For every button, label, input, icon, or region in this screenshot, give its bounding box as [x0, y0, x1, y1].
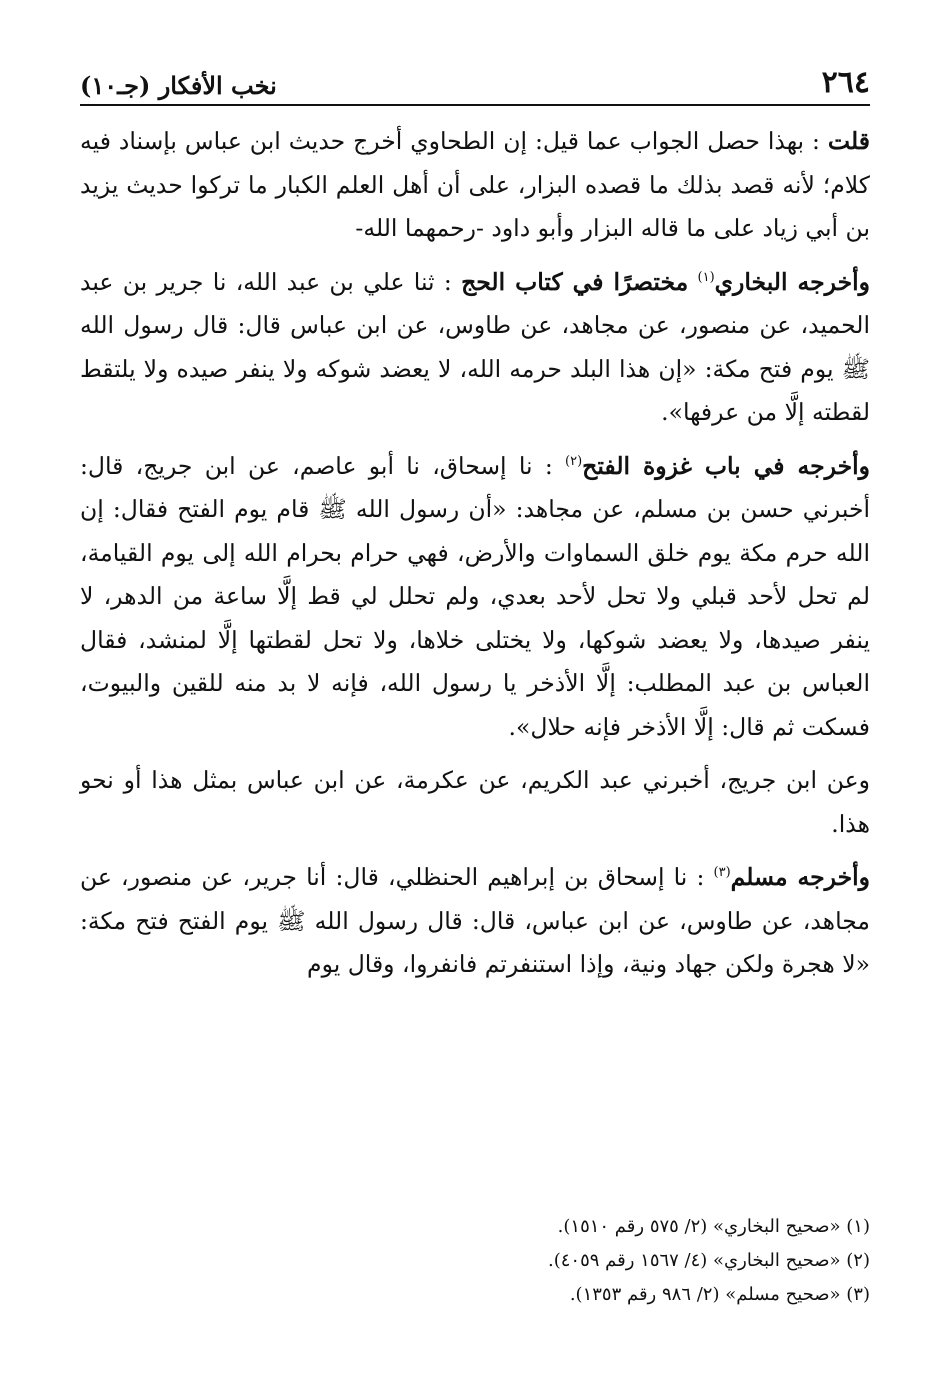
footnotes	[80, 1210, 870, 1312]
footnote-1: (١) «صحيح البخاري» (٢/ ٥٧٥ رقم ١٥١٠).	[557, 1216, 870, 1237]
paragraph-4	[80, 759, 870, 846]
page-header	[80, 56, 870, 106]
paragraph-text: وعن ابن جريج، أخبرني عبد الكريم، عن عكرمة، عن ابن عباس بمثل هذا أو نحو هذا.	[80, 766, 870, 838]
paragraph-lead: وأخرجه في باب غزوة الفتح	[582, 451, 870, 480]
paragraph-1	[80, 120, 870, 251]
footnote-ref[interactable]: (٣)	[713, 865, 731, 881]
paragraph-lead-2: مختصرًا في كتاب الحج	[461, 267, 689, 296]
paragraph-3	[80, 445, 870, 750]
paragraph-text: : نا إسحاق بن إبراهيم الحنظلي، قال: أنا جرير، عن منصور، عن مجاهد، عن طاوس، عن ابن عباس، قال: قال رسول الله ﷺ يوم الفتح فتح مكة: «لا هجرة ولكن جهاد ونية، وإذا استنفرتم فانفروا، وقال يوم	[80, 863, 870, 978]
paragraph-text: : بهذا حصل الجواب عما قيل: إن الطحاوي أخرج حديث ابن عباس بإسناد فيه كلام؛ لأنه قصد بذلك ما قصده البزار، على أن أهل العلم الكبار ما تركوا حديث يزيد بن أبي زياد على ما قاله البزار وأبو داود -رحمهما الله-	[80, 127, 870, 242]
page-body	[80, 120, 870, 987]
footnote-3: (٣) «صحيح مسلم» (٢/ ٩٨٦ رقم ١٣٥٣).	[569, 1284, 870, 1305]
paragraph-lead: قلت	[827, 127, 870, 155]
paragraph-text: : ثنا علي بن عبد الله، نا جرير بن عبد الحميد، عن منصور، عن مجاهد، عن طاوس، عن ابن عباس قال: قال رسول الله ﷺ يوم فتح مكة: «إن هذا البلد حرمه الله، لا يعضد شوكه ولا ينفر صيده ولا يلتقط لقطته إلَّا من عرفها».	[80, 267, 870, 426]
page-number: ٢٦٤	[821, 65, 870, 100]
footnote-ref[interactable]: (٢)	[565, 453, 583, 469]
paragraph-text: : نا إسحاق، نا أبو عاصم، عن ابن جريج، قال: أخبرني حسن بن مسلم، عن مجاهد: «أن رسول الله ﷺ قام يوم الفتح فقال: إن الله حرم مكة يوم خلق السماوات والأرض، فهي حرام بحرام الله إلى يوم القيامة، لم تحل لأحد قبلي ولا تحل لأحد بعدي، ولم تحلل لي قط إلَّا ساعة من الدهر، لا ينفر صيدها، ولا يعضد شوكها، ولا يختلى خلاها، ولا تحل لقطتها إلَّا لمنشد، فقال العباس بن عبد المطلب: إلَّا الأذخر يا رسول الله، فإنه لا بد منه للقين والبيوت، فسكت ثم قال: إلَّا الأذخر فإنه حلال».	[80, 451, 870, 741]
paragraph-lead: وأخرجه البخاري	[714, 267, 870, 296]
paragraph-5	[80, 856, 870, 987]
paragraph-lead: وأخرجه مسلم	[730, 863, 870, 891]
running-title: نخب الأفكار (جـ١٠)	[80, 71, 277, 100]
footnote-ref[interactable]: (١)	[697, 269, 715, 285]
paragraph-2	[80, 261, 870, 435]
footnote-2: (٢) «صحيح البخاري» (٤/ ١٥٦٧ رقم ٤٠٥٩).	[548, 1250, 870, 1271]
